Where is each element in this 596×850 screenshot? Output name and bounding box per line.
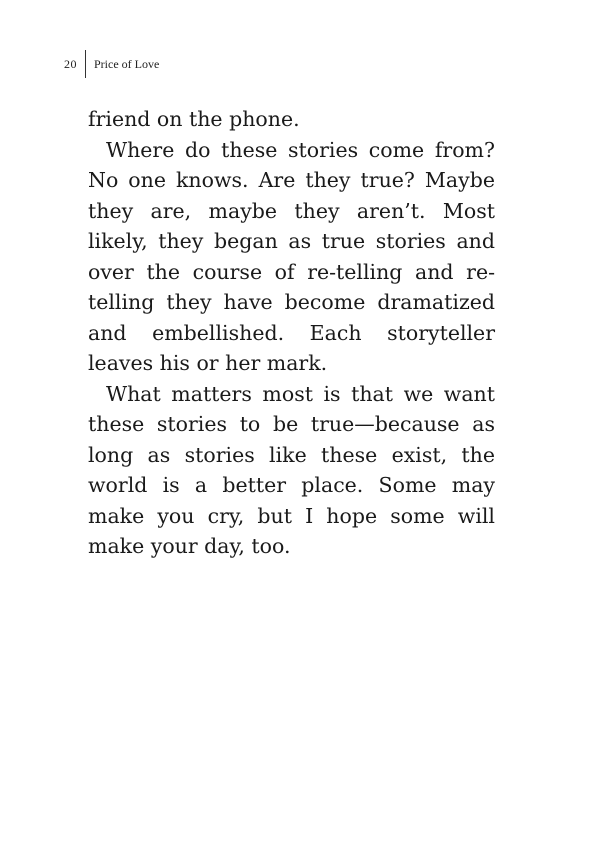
book-title: Price of Love: [94, 56, 160, 71]
paragraph-continuation: friend on the phone.: [88, 107, 300, 131]
running-header: [64, 50, 159, 78]
paragraph: What matters most is that we want these stories to be true—because as long as stories like these exist, the world is a better place. Some may make you cry, but I hope some will make your day, too.: [88, 381, 495, 558]
body-text: [88, 104, 495, 562]
paragraph: Where do these stories come from? No one knows. Are they true? Maybe they are, maybe they aren’t. Most likely, they began as true stories and over the course of re-telling and re-telling they have become dramatized and embellished. Each storyteller leaves his or her mark.: [88, 137, 495, 375]
page-number: 20: [64, 56, 77, 71]
header-divider: [85, 50, 86, 78]
